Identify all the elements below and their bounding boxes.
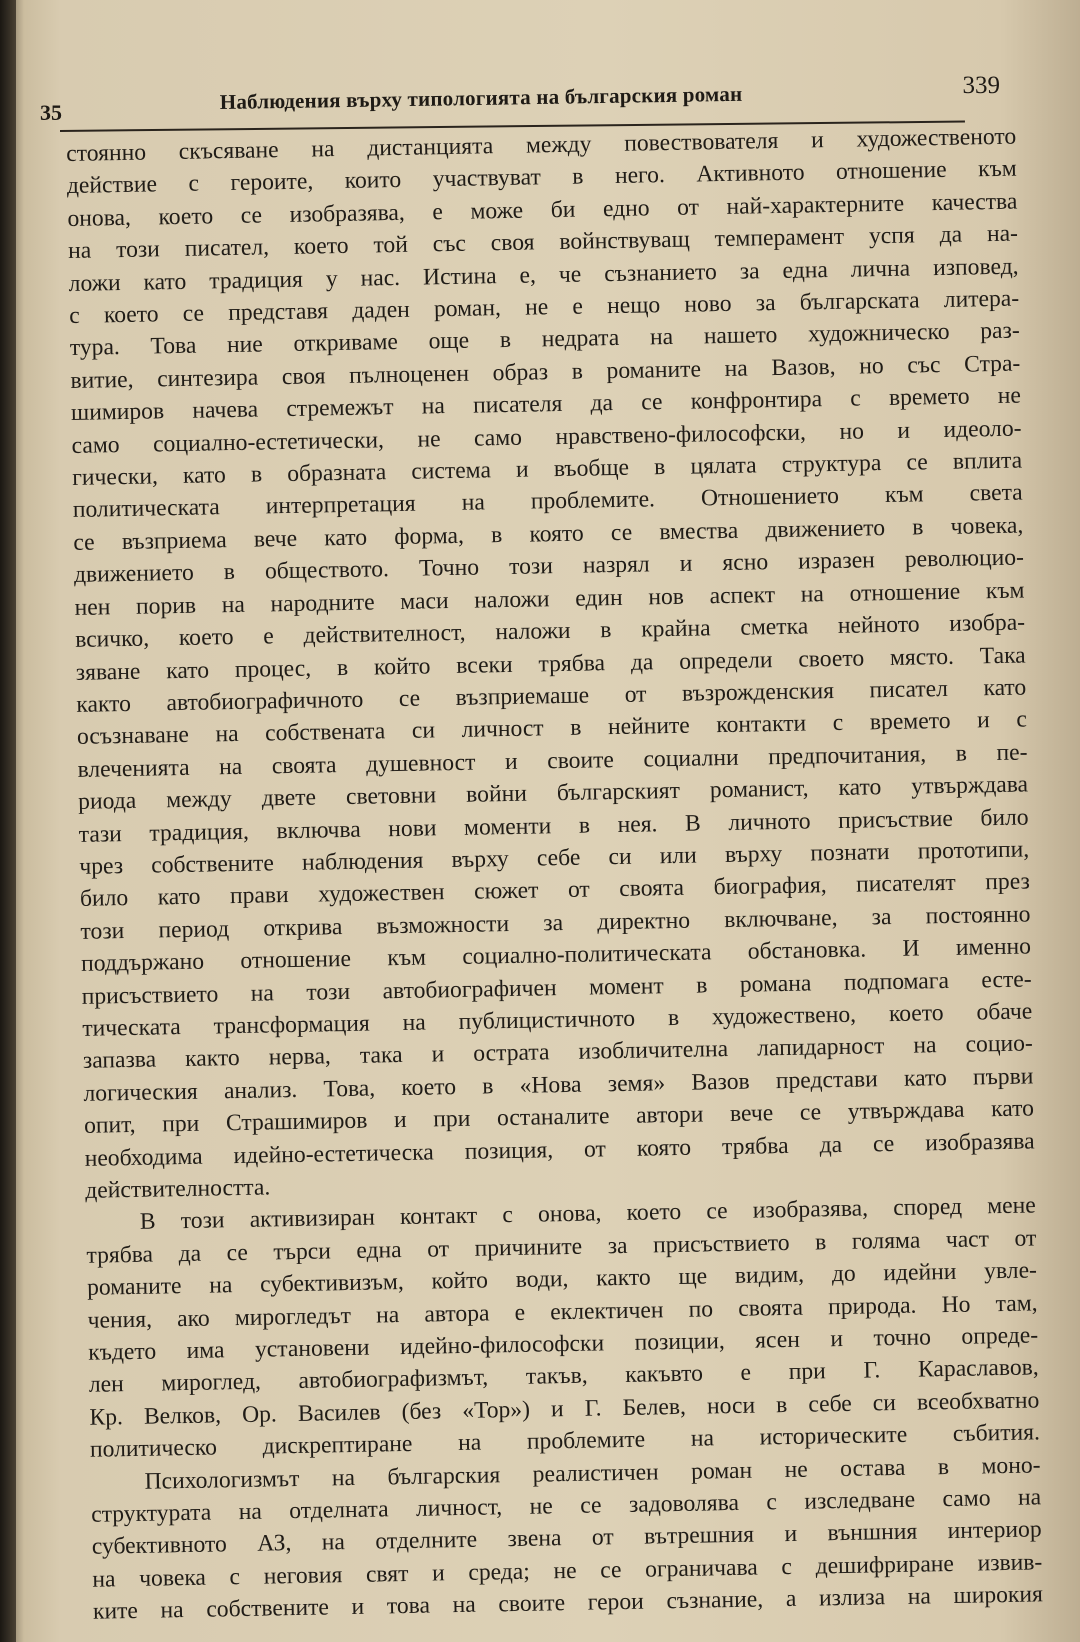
text-line: лен мироглед, автобиографизмът, такъв, какъвто е при Г. Караславов, xyxy=(88,1354,1039,1399)
book-spine-shadow xyxy=(0,0,16,1642)
text-line: на човека с неговия свят и среда; не се ограничава с дешифриране извив- xyxy=(92,1549,1043,1593)
text-line: чения, ако мирогледът на автора е еклектичен по своята природа. Но там, xyxy=(87,1290,1038,1334)
text-line: гически, като в образната система и въобще в цялата структура се вплита xyxy=(71,447,1023,492)
text-line: било като прави художествен сюжет от своята биография, писателят през xyxy=(79,868,1031,913)
text-line: шимиров начева стремежът на писателя да се конфронтира с времето не xyxy=(70,382,1022,427)
text-line: с което се представя даден роман, не е нещо ново за българската литера- xyxy=(69,285,1020,329)
text-line: влеченията на своята душевност и своите социални предпочитания, в пе- xyxy=(77,739,1028,783)
text-line: онова, което се изобразява, е може би едно от най-характерните качества xyxy=(67,188,1018,232)
margin-page-mark: 35 xyxy=(40,100,62,125)
text-line: действие с героите, които участвуват в него. Активното отношение към xyxy=(66,155,1017,200)
text-line: политическата интерпретация на проблемите. Отношението към света xyxy=(72,479,1023,524)
running-title: Наблюдения върху типологията на българския роман xyxy=(219,81,743,115)
text-line: структурата на отделната личност, не се задоволява с изследване само на xyxy=(90,1484,1042,1528)
running-header xyxy=(40,70,1000,125)
paragraph-end-line: действителността. xyxy=(85,1174,271,1204)
text-line: зяване като процес, в който всеки трябва да определи своето място. Така xyxy=(75,642,1026,686)
text-line: витие, синтезира своя пълноценен образ в романите на Вазов, но със Стра- xyxy=(70,350,1021,394)
text-line: поддържано отношение към социално-политическата обстановка. И именно xyxy=(80,933,1032,978)
text-line: тура. Това ние откриваме още в недрата на нашето художническо раз- xyxy=(69,317,1020,362)
text-line: субективното АЗ, на отделните звена от вътрешния и външния интериор xyxy=(91,1516,1042,1561)
text-line: само социално-естетически, не само нравствено-философски, но и идеоло- xyxy=(71,415,1022,459)
text-line: трябва да се търси една от причините за присъствието в голяма част от xyxy=(86,1225,1037,1269)
paragraph-end-line: политическо дискрептиране на проблемите на историческите събития. xyxy=(89,1419,1041,1464)
text-line: стоянно скъсяване на дистанцията между повествователя и художественото xyxy=(66,123,1017,167)
text-line: тическата трансформация на публицистичното в художествено, което обаче xyxy=(82,998,1033,1042)
text-line: осъзнаване на собствената си личност в нейните контакти с времето и с xyxy=(76,706,1028,751)
text-line: както автобиографичното се възприемаше от възрожденския писател като xyxy=(76,674,1027,718)
text-line: романите на субективизъм, който води, както ще видим, до идейни увле- xyxy=(86,1257,1038,1302)
paragraph-first-line: В този активизиран контакт с онова, което се изобразява, според мене xyxy=(139,1192,1036,1236)
text-line: ките на собствените и това на своите герои съзнание, а излиза на широкия xyxy=(92,1581,1044,1626)
text-line: се възприема вече като форма, в която се вмества движението в човека, xyxy=(73,512,1024,556)
text-line: нен порив на народните маси наложи един нов аспект на отношение към xyxy=(74,577,1025,621)
paragraph-first-line: Психологизмът на българския реалистичен роман не остава в моно- xyxy=(144,1452,1041,1495)
text-line: движението в обществото. Точно този назрял и ясно изразен революцио- xyxy=(73,544,1025,589)
text-line: ложи като традиция у нас. Истина е, че съзнанието за една лична изповед, xyxy=(68,253,1019,297)
body-text xyxy=(66,121,1043,1629)
text-line: логическия анализ. Това, което в «Нова земя» Вазов представи като първи xyxy=(83,1063,1034,1107)
text-line: запазва както нерва, така и острата изобличителна лапидарност на социо- xyxy=(82,1030,1033,1075)
text-line: необходима идейно-естетическа позиция, от която трябва да се изобразява xyxy=(84,1128,1035,1172)
text-line: тази традиция, включва нови моменти в нея. В личното присъствие било xyxy=(78,804,1029,848)
text-line: всичко, което е действителност, наложи в крайна сметка нейното изобра- xyxy=(74,609,1026,654)
text-line: опит, при Страшимиров и при останалите автори вече се утвърждава като xyxy=(83,1095,1035,1140)
text-line: присъствието на този автобиографичен момент в романа подпомага есте- xyxy=(81,966,1032,1010)
text-line: този период открива възможности за директно включване, за постоянно xyxy=(80,901,1031,945)
text-line: Кр. Велков, Ор. Василев (без «Тор») и Г. Белев, носи в себе си всеобхватно xyxy=(89,1387,1040,1431)
text-line: на този писател, което той със своя войнствуващ темперамент успя да на- xyxy=(67,220,1019,265)
text-line: риода между двете световни войни българският романист, като утвърждава xyxy=(77,771,1029,816)
text-line: чрез собствените наблюдения върху себе си или върху познати прототипи, xyxy=(79,836,1030,880)
text-line: където има установени идейно-философски позиции, ясен и точно опреде- xyxy=(88,1322,1039,1366)
page-number: 339 xyxy=(962,72,1000,99)
